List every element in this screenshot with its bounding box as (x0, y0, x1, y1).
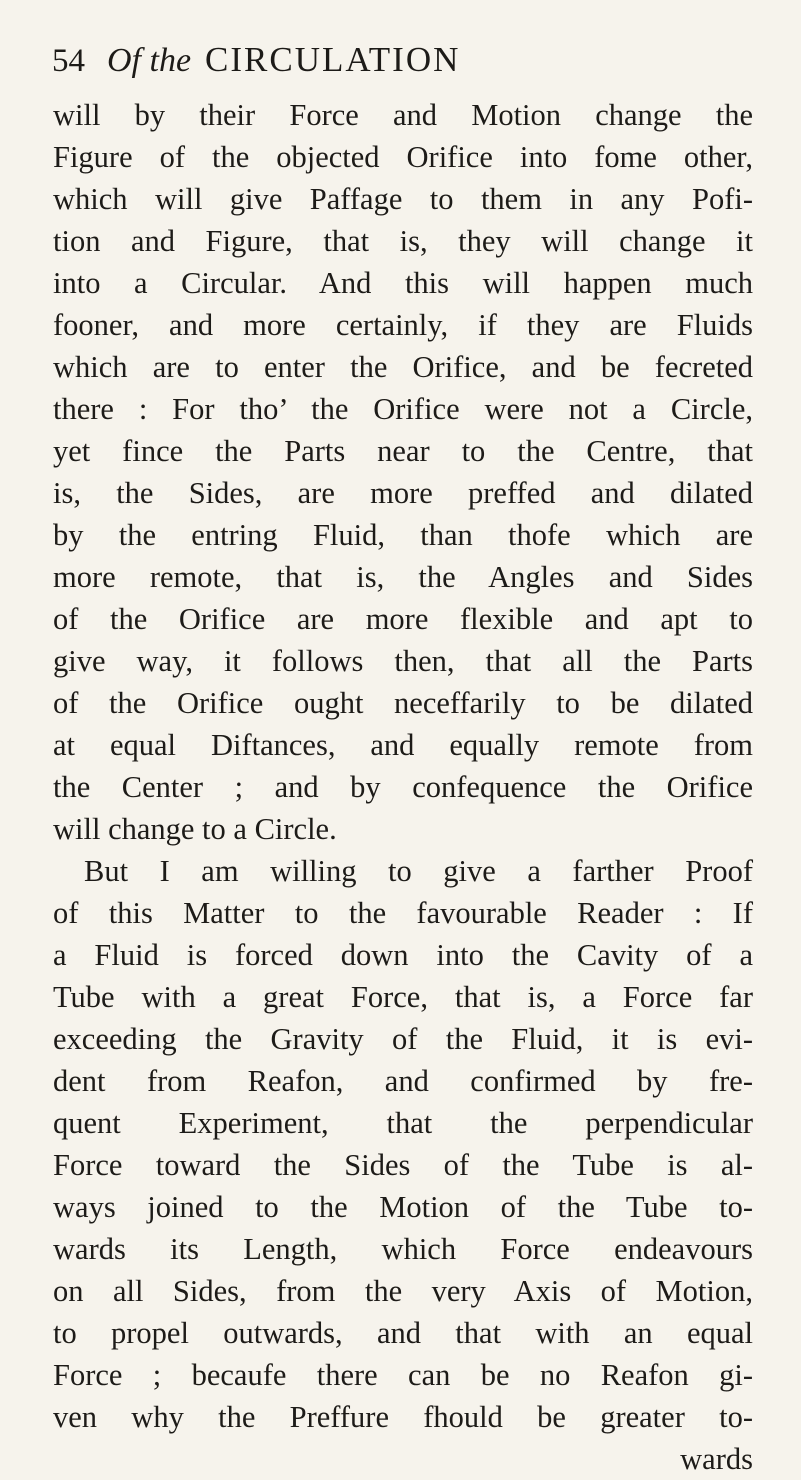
text-line: tion and Figure, that is, they will change it (53, 224, 753, 258)
text-line: of this Matter to the favourable Reader : If (53, 896, 753, 930)
text-line: yet fince the Parts near to the Centre, that (53, 434, 753, 468)
text-line: of the Orifice ought neceffarily to be dilated (53, 686, 753, 720)
text-line: on all Sides, from the very Axis of Motion, (53, 1274, 753, 1308)
text-line: ven why the Preffure fhould be greater to- (53, 1400, 753, 1434)
text-line: which are to enter the Orifice, and be fecreted (53, 350, 753, 384)
page-header (52, 40, 752, 94)
text-line: a Fluid is forced down into the Cavity of a (53, 938, 753, 972)
text-line: into a Circular. And this will happen much (53, 266, 753, 300)
text-line: is, the Sides, are more preffed and dilated (53, 476, 753, 510)
page-number: 54 (52, 43, 85, 79)
text-line: ways joined to the Motion of the Tube to- (53, 1190, 753, 1224)
text-line: dent from Reafon, and confirmed by fre- (53, 1064, 753, 1098)
paragraph-end-line: will change to a Circle. (53, 812, 337, 846)
text-line: exceeding the Gravity of the Fluid, it is evi- (53, 1022, 753, 1056)
text-line: will by their Force and Motion change the (53, 98, 753, 132)
text-line: Force ; becaufe there can be no Reafon gi- (53, 1358, 753, 1392)
paragraph-first-line: But I am willing to give a farther Proof (84, 854, 753, 888)
running-head-title: CIRCULATION (205, 40, 461, 79)
text-line: more remote, that is, the Angles and Sides (53, 560, 753, 594)
text-line: the Center ; and by confequence the Orifice (53, 770, 753, 804)
text-line: which will give Paffage to them in any Pofi- (53, 182, 753, 216)
catchword: wards (680, 1442, 753, 1476)
text-line: Force toward the Sides of the Tube is al- (53, 1148, 753, 1182)
text-line: by the entring Fluid, than thofe which are (53, 518, 753, 552)
body-text (53, 94, 753, 1480)
running-head-prefix: Of the (107, 42, 192, 79)
text-line: at equal Diftances, and equally remote from (53, 728, 753, 762)
text-line: Figure of the objected Orifice into fome other, (53, 140, 753, 174)
text-line: wards its Length, which Force endeavours (53, 1232, 753, 1266)
text-line: there : For tho’ the Orifice were not a Circle, (53, 392, 753, 426)
text-line: give way, it follows then, that all the Parts (53, 644, 753, 678)
text-line: to propel outwards, and that with an equal (53, 1316, 753, 1350)
text-line: fooner, and more certainly, if they are Fluids (53, 308, 753, 342)
text-line: Tube with a great Force, that is, a Force far (53, 980, 753, 1014)
text-line: of the Orifice are more flexible and apt to (53, 602, 753, 636)
text-line: quent Experiment, that the perpendicular (53, 1106, 753, 1140)
